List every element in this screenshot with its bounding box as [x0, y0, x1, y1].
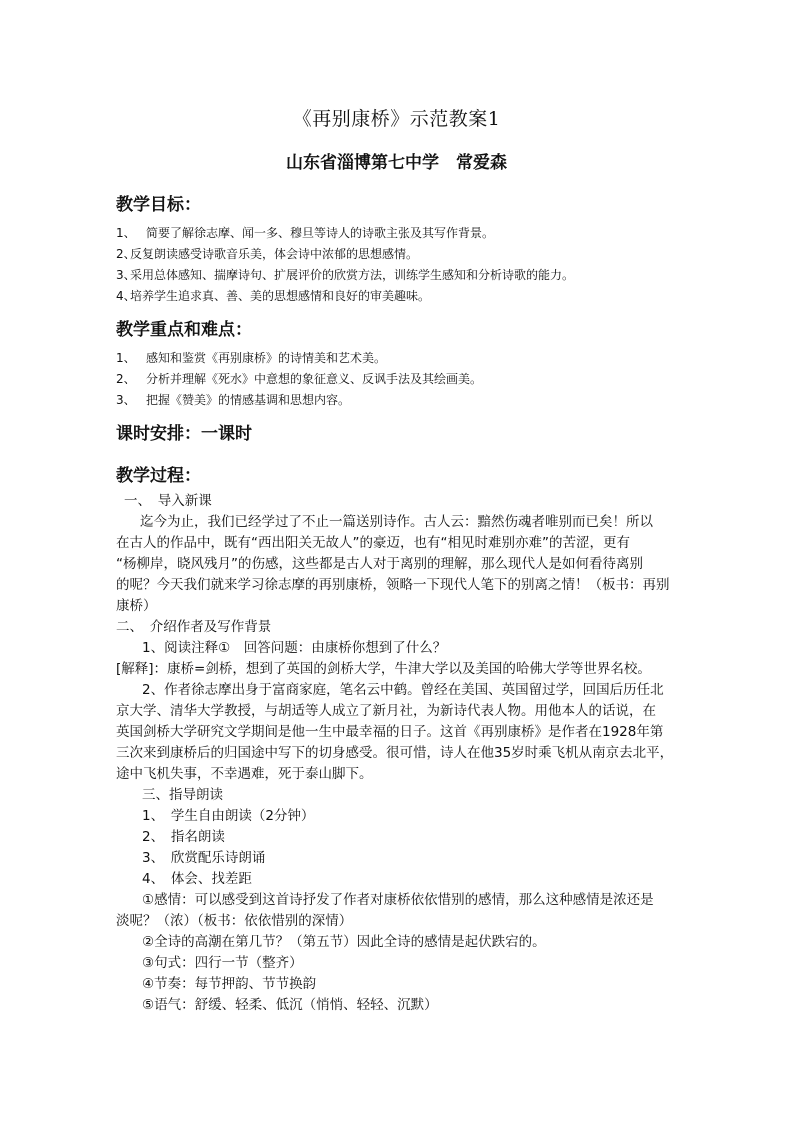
schedule-heading: 课时安排：一课时: [116, 424, 252, 444]
document-title: 《再别康桥》示范教案1: [292, 108, 501, 130]
process-heading: 教学过程：: [116, 466, 201, 486]
document-subtitle: 山东省淄博第七中学 常爱森: [286, 153, 507, 173]
objective-item: 1、 简要了解徐志摩、闻一多、穆旦等诗人的诗歌主张及其写作背景。: [116, 226, 495, 240]
process-line: 二、 介绍作者及写作背景: [116, 619, 272, 635]
process-line: ②全诗的高潮在第几节？（第五节）因此全诗的感情是起伏跌宕的。: [142, 934, 546, 950]
objective-item: 4、培养学生追求真、善、美的思想感情和良好的审美趣味。: [116, 289, 431, 303]
process-line: 的呢？今天我们就来学习徐志摩的再别康桥，领略一下现代人笔下的别离之情！（板书：再别: [116, 577, 670, 593]
process-line: 2、 指名朗读: [142, 829, 225, 845]
process-line: 英国剑桥大学研究文学期间是他一生中最幸福的日子。这首《再别康桥》是作者在1928年第: [116, 724, 664, 740]
objective-item: 2、反复朗读感受诗歌音乐美，体会诗中浓郁的思想感情。: [116, 247, 419, 261]
process-line: 途中飞机失事，不幸遇难，死于泰山脚下。: [116, 766, 373, 782]
process-line: 2、作者徐志摩出身于富商家庭，笔名云中鹤。曾经在美国、英国留过学，回国后历任北: [142, 682, 664, 698]
process-line: 1、 学生自由朗读（2分钟）: [142, 808, 315, 824]
process-line: ③句式：四行一节（整齐）: [142, 955, 303, 971]
process-line: 4、 体会、找差距: [142, 871, 252, 887]
process-line: 三、指导朗读: [142, 787, 223, 803]
key-point-item: 3、 把握《赞美》的情感基调和思想内容。: [116, 393, 351, 407]
process-line: ④节奏：每节押韵、节节换韵: [142, 976, 317, 992]
process-line: 迄今为止，我们已经学过了不止一篇送别诗作。古人云：黯然伤魂者唯别而已矣！所以: [140, 514, 653, 530]
process-line: 三次来到康桥后的归国途中写下的切身感受。很可惜，诗人在他35岁时乘飞机从南京去北平，: [116, 745, 674, 761]
process-line: “杨柳岸，晓风残月”的伤感，这些都是古人对于离别的理解，那么现代人是如何看待离别: [116, 556, 643, 572]
process-line: 淡呢？（浓）（板书：依依惜别的深情）: [116, 913, 353, 929]
objectives-heading: 教学目标：: [116, 195, 201, 215]
process-line: 康桥）: [116, 598, 157, 614]
process-line: ①感情：可以感受到这首诗抒发了作者对康桥依依惜别的感情，那么这种感情是浓还是: [142, 892, 654, 908]
process-line: 在古人的作品中，既有“西出阳关无故人”的豪迈，也有“相见时难别亦难”的苦涩，更有: [116, 535, 630, 551]
key-points-heading: 教学重点和难点：: [116, 320, 252, 340]
key-point-item: 1、 感知和鉴赏《再别康桥》的诗情美和艺术美。: [116, 351, 387, 365]
process-line: 一、 导入新课: [124, 493, 212, 509]
process-line: 1、阅读注释① 回答问题：由康桥你想到了什么？: [142, 640, 447, 656]
process-line: ⑤语气：舒缓、轻柔、低沉（悄悄、轻轻、沉默）: [142, 997, 438, 1013]
objective-item: 3、采用总体感知、揣摩诗句、扩展评价的欣赏方法，训练学生感知和分析诗歌的能力。: [116, 268, 575, 282]
key-point-item: 2、 分析并理解《死水》中意想的象征意义、反讽手法及其绘画美。: [116, 372, 483, 386]
process-line: [解释]：康桥=剑桥，想到了英国的剑桥大学，牛津大学以及美国的哈佛大学等世界名校。: [116, 661, 651, 677]
process-line: 京大学、清华大学教授，与胡适等人成立了新月社，为新诗代表人物。用他本人的话说，在: [116, 703, 656, 719]
process-line: 3、 欣赏配乐诗朗诵: [142, 850, 266, 866]
